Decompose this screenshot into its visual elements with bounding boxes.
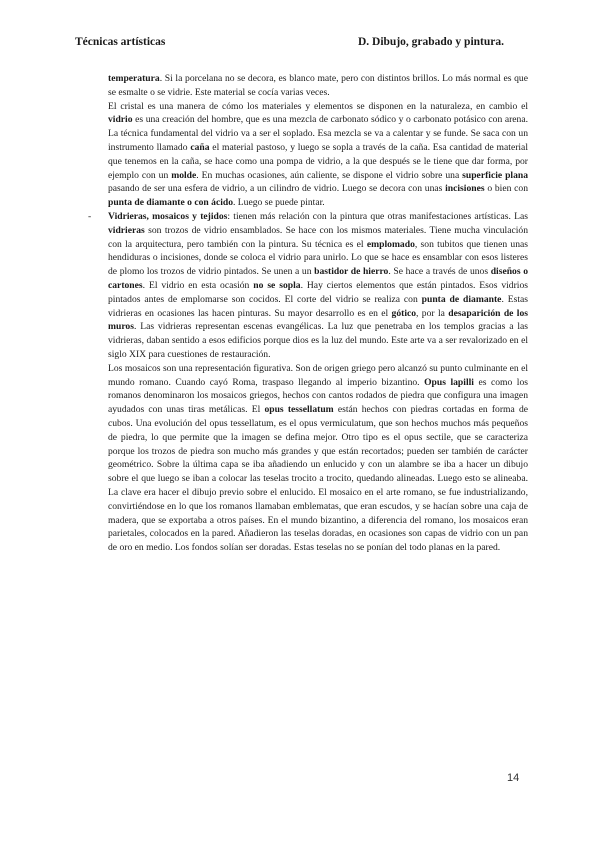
paragraph-text: es una creación del hombre, que es una mezcla de carbonato sódico y o carbonato potásico con arena. La técnica fundamental del vidrio va a ser el soplado. Esa mezcla se va a calentar y se funde. Se saca con un instrumento llamado	[108, 114, 528, 153]
paragraph-text: . El vidrio en esta ocasión	[142, 279, 254, 291]
paragraph-text: . Estas vidrieras en ocasiones las hacen pinturas. Su mayor desarrollo es en el	[108, 293, 528, 319]
bold-term: caña	[190, 141, 210, 153]
bold-term: vidrio	[108, 114, 133, 126]
bold-term: temperatura	[108, 73, 160, 84]
paragraph-text: . Si la porcelana no se decora, es blanco mate, pero con distintos brillos. Lo más normal es que se esmalte o se vidrie. Este material se cocía varias veces.	[108, 73, 528, 98]
paragraph-text: Los mosaicos son una representación figurativa. Son de origen griego pero alcanzó su punto culminante en el mundo romano. Cuando cayó Roma, traspaso llegando al imperio bizantino.	[108, 362, 528, 388]
paragraph-text: : tienen más relación con la pintura que otras manifestaciones artísticas. Las	[227, 210, 528, 222]
paragraph-text: , por la	[416, 307, 449, 319]
bold-term: bastidor de hierro	[314, 266, 389, 278]
paragraph-text: están hechos con piedras cortadas en forma de cubos. Una evolución del opus tessellatum, es el opus vermiculatum, que son hechos muchos más pequeños de piedra, lo que permite que la imagen se defina mejor. Otro tipo es el opus sectile, que se caracteriza porque los trozos de piedra son mucho más grandes y que están recortados; pueden ser también de carácter geométrico. Sobre la última capa se iba añadiendo un enlucido y con un alambre se iba a hacer un dibujo sobre el que luego se iban a colocar las teselas trocito a trocito, quedando alineadas. Luego esto se alineaba. La clave era hacer el dibujo previo sobre el enlucido. El mosaico en el arte romano, se fue industrializando, convirtiéndose en lo que los romanos llamaban emblematas, que eran escudos, y se hacían sobre una caja de madera, que se exportaba a otros países. En el mundo bizantino, a diferencia del romano, los mosaicos eran parietales, colocados en la pared. Añadieron las teselas doradas, en ocasiones son capas de vidrio con un pan de oro en medio. Los fondos solían ser doradas. Estas teselas no se ponían del todo planas en la pared.	[108, 404, 528, 554]
bold-term: diseños o cartones	[108, 266, 528, 291]
bold-term: incisiones	[445, 183, 485, 195]
paragraph-text: o bien con	[484, 183, 528, 195]
paragraph-text: . Luego se puede pintar.	[233, 197, 325, 209]
list-bullet: -	[88, 210, 92, 222]
paragraph-text: son trozos de vidrio ensamblados. Se hace con los mismos materiales. Tiene mucha vinculación con la arquitectura, pero también con la pintura. Su técnica es el	[108, 224, 528, 250]
paragraph-text: el material pastoso, y luego se sopla a través de la caña. Esa cantidad de material que tenemos en la caña, se hace como una pompa de vidrio, a la que después se le tiene que dar forma, por ejemplo con un	[108, 141, 528, 181]
page-header	[75, 36, 504, 52]
bold-term: Opus lapilli	[424, 376, 474, 388]
bold-term: opus tessellatum	[264, 404, 334, 416]
paragraph-mosaics	[108, 362, 528, 555]
page-number: 14	[507, 772, 520, 784]
bold-term: gótico	[391, 307, 417, 319]
paragraph-text: , son tubitos que tienen unas hendiduras o incisiones, donde se coloca el vidrio para unirlo. Lo que se hace es ensamblar con esos listeres de plomo los trozos de vidrio pintados. Se unen a un	[108, 238, 528, 278]
bold-term: no se sopla	[253, 279, 301, 291]
paragraph-text: . Las vidrieras representan escenas evangélicas. La luz que penetraba en los templos gracias a las vidrieras, daban sentido a esos edificios porque dios es la luz del mundo. Este arte va a ser revalorizado en el siglo XIX para cuestiones de restauración.	[108, 321, 528, 360]
bold-term: punta de diamante	[421, 293, 502, 305]
header-course-title: Técnicas artísticas	[75, 36, 166, 48]
paragraph-text: . Hay ciertos elementos que están pintados. Esos vidrios pintados antes de emplomarse son cocidos. El corte del vidrio se realiza con	[108, 279, 528, 305]
bold-term: superficie plana	[462, 169, 529, 181]
bold-term: desaparición de los muros	[108, 307, 528, 333]
paragraph-glass	[108, 100, 528, 210]
paragraph-text: pasando de ser una esfera de vidrio, a un cilindro de vidrio. Luego se decora con unas	[108, 183, 446, 195]
bold-term: punta de diamante o con ácido	[108, 197, 233, 209]
paragraph-text: es como los romanos denominaron los mosaicos griegos, hechos con cantos rodados de piedra que configura una imagen ayudados con unas tiras metálicas. El	[108, 376, 528, 416]
bold-term: molde	[171, 169, 197, 181]
paragraph-stained-glass	[88, 210, 528, 362]
paragraph-text: . En muchas ocasiones, aún caliente, se dispone el vidrio sobre una	[196, 169, 463, 181]
header-section-title: D. Dibujo, grabado y pintura.	[357, 36, 504, 48]
paragraph-porcelain	[108, 72, 528, 100]
bold-term: vidrieras	[108, 224, 145, 236]
document-body	[88, 72, 529, 555]
paragraph-text: El cristal es una manera de cómo los materiales y elementos se disponen en la naturaleza, en cambio el	[108, 100, 528, 112]
bold-term: Vidrieras, mosaicos y tejidos	[108, 210, 228, 222]
paragraph-text: . Se hace a través de unos	[388, 266, 491, 278]
bold-term: emplomado	[366, 238, 415, 250]
